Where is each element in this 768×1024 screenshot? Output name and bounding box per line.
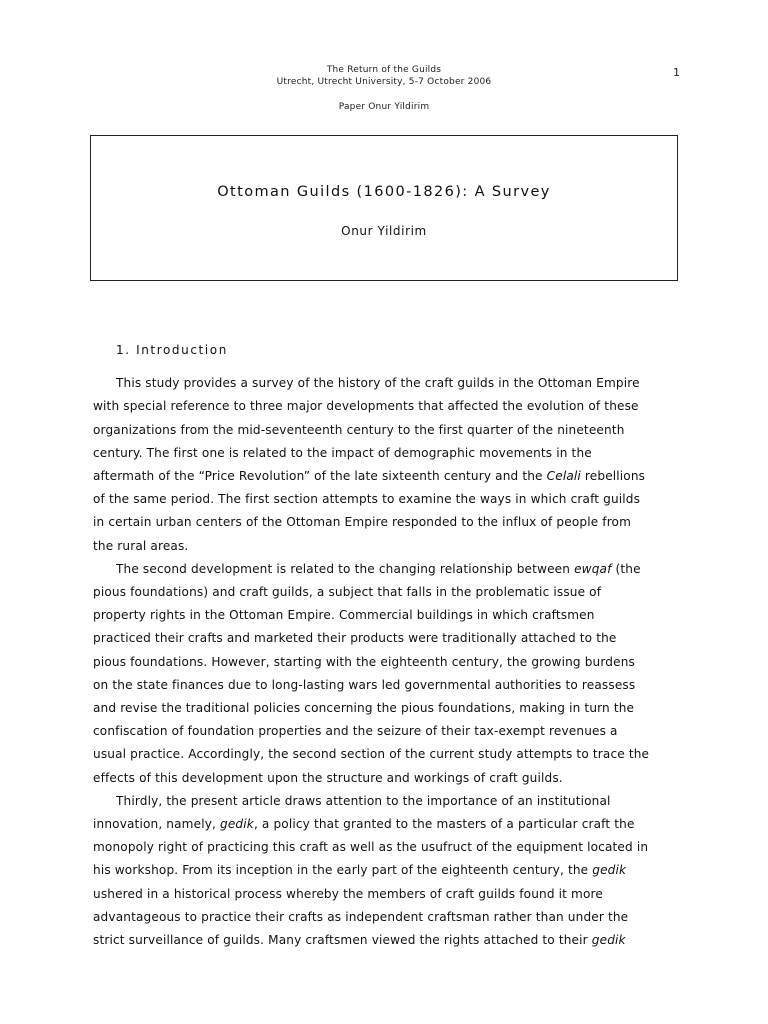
paper-author: Onur Yildirim bbox=[341, 224, 427, 238]
text-line: property rights in the Ottoman Empire. Commercial buildings in which craftsmen bbox=[93, 608, 595, 623]
text-line: The second development is related to the changing relationship between ewqaf (the bbox=[116, 561, 641, 576]
text-line: in certain urban centers of the Ottoman Empire responded to the influx of people from bbox=[93, 515, 632, 530]
text-line: on the state finances due to long-lasting wars led governmental authorities to reassess bbox=[93, 677, 636, 692]
text-line: of the same period. The first section attempts to examine the ways in which craft guilds bbox=[93, 492, 641, 507]
text-line: monopoly right of practicing this craft as well as the usufruct of the equipment located in bbox=[93, 840, 649, 855]
italic-term: Celali bbox=[546, 469, 581, 484]
italic-term: gedik bbox=[220, 817, 254, 832]
text-line: with special reference to three major developments that affected the evolution of these bbox=[93, 399, 639, 414]
text-line: century. The first one is related to the impact of demographic movements in the bbox=[93, 445, 592, 460]
title-box bbox=[90, 135, 678, 281]
italic-term: gedik bbox=[591, 933, 626, 948]
text-line: pious foundations) and craft guilds, a subject that falls in the problematic issue of bbox=[93, 585, 602, 600]
text-line: ushered in a historical process whereby the members of craft guilds found it more bbox=[93, 886, 603, 901]
paper-title: Ottoman Guilds (1600-1826): A Survey bbox=[217, 184, 551, 200]
text-line: organizations from the mid-seventeenth century to the first quarter of the nineteenth bbox=[93, 422, 625, 437]
italic-term: gedik bbox=[592, 863, 627, 878]
page-number: 1 bbox=[673, 66, 680, 79]
text-line: aftermath of the “Price Revolution” of the late sixteenth century and the Celali rebellions bbox=[93, 469, 646, 484]
paragraph bbox=[93, 558, 683, 790]
text-line: effects of this development upon the structure and workings of craft guilds. bbox=[93, 770, 563, 785]
section-heading: 1. Introduction bbox=[116, 343, 228, 357]
text-line: advantageous to practice their crafts as independent craftsman rather than under the bbox=[93, 909, 629, 924]
paragraphs bbox=[93, 372, 683, 952]
text-line: his workshop. From its inception in the early part of the eighteenth century, the gedik bbox=[93, 863, 627, 878]
body-content bbox=[93, 339, 683, 952]
paragraph bbox=[93, 790, 683, 952]
text-line: confiscation of foundation properties and the seizure of their tax-exempt revenues a bbox=[93, 724, 618, 739]
text-line: Thirdly, the present article draws attention to the importance of an institutional bbox=[116, 793, 611, 808]
paper-label: Paper Onur Yildirim bbox=[338, 102, 430, 112]
text-line: usual practice. Accordingly, the second section of the current study attempts to trace the bbox=[93, 747, 650, 762]
text-line: and revise the traditional policies concerning the pious foundations, making in turn the bbox=[93, 701, 635, 716]
text-line: innovation, namely, gedik, a policy that granted to the masters of a particular craft the bbox=[93, 817, 635, 832]
conference-location: Utrecht, Utrecht University, 5-7 October 2006 bbox=[276, 77, 492, 87]
text-line: practiced their crafts and marketed their products were traditionally attached to the bbox=[93, 631, 617, 646]
text-line: strict surveillance of guilds. Many craftsmen viewed the rights attached to their gedik bbox=[93, 933, 626, 948]
text-line: This study provides a survey of the history of the craft guilds in the Ottoman Empire bbox=[116, 376, 640, 391]
text-line: pious foundations. However, starting with the eighteenth century, the growing burdens bbox=[93, 654, 635, 669]
running-header bbox=[0, 64, 768, 113]
conference-title: The Return of the Guilds bbox=[326, 65, 442, 75]
paragraph bbox=[93, 372, 683, 558]
text-line: the rural areas. bbox=[93, 538, 189, 553]
italic-term: ewqaf bbox=[574, 561, 612, 576]
